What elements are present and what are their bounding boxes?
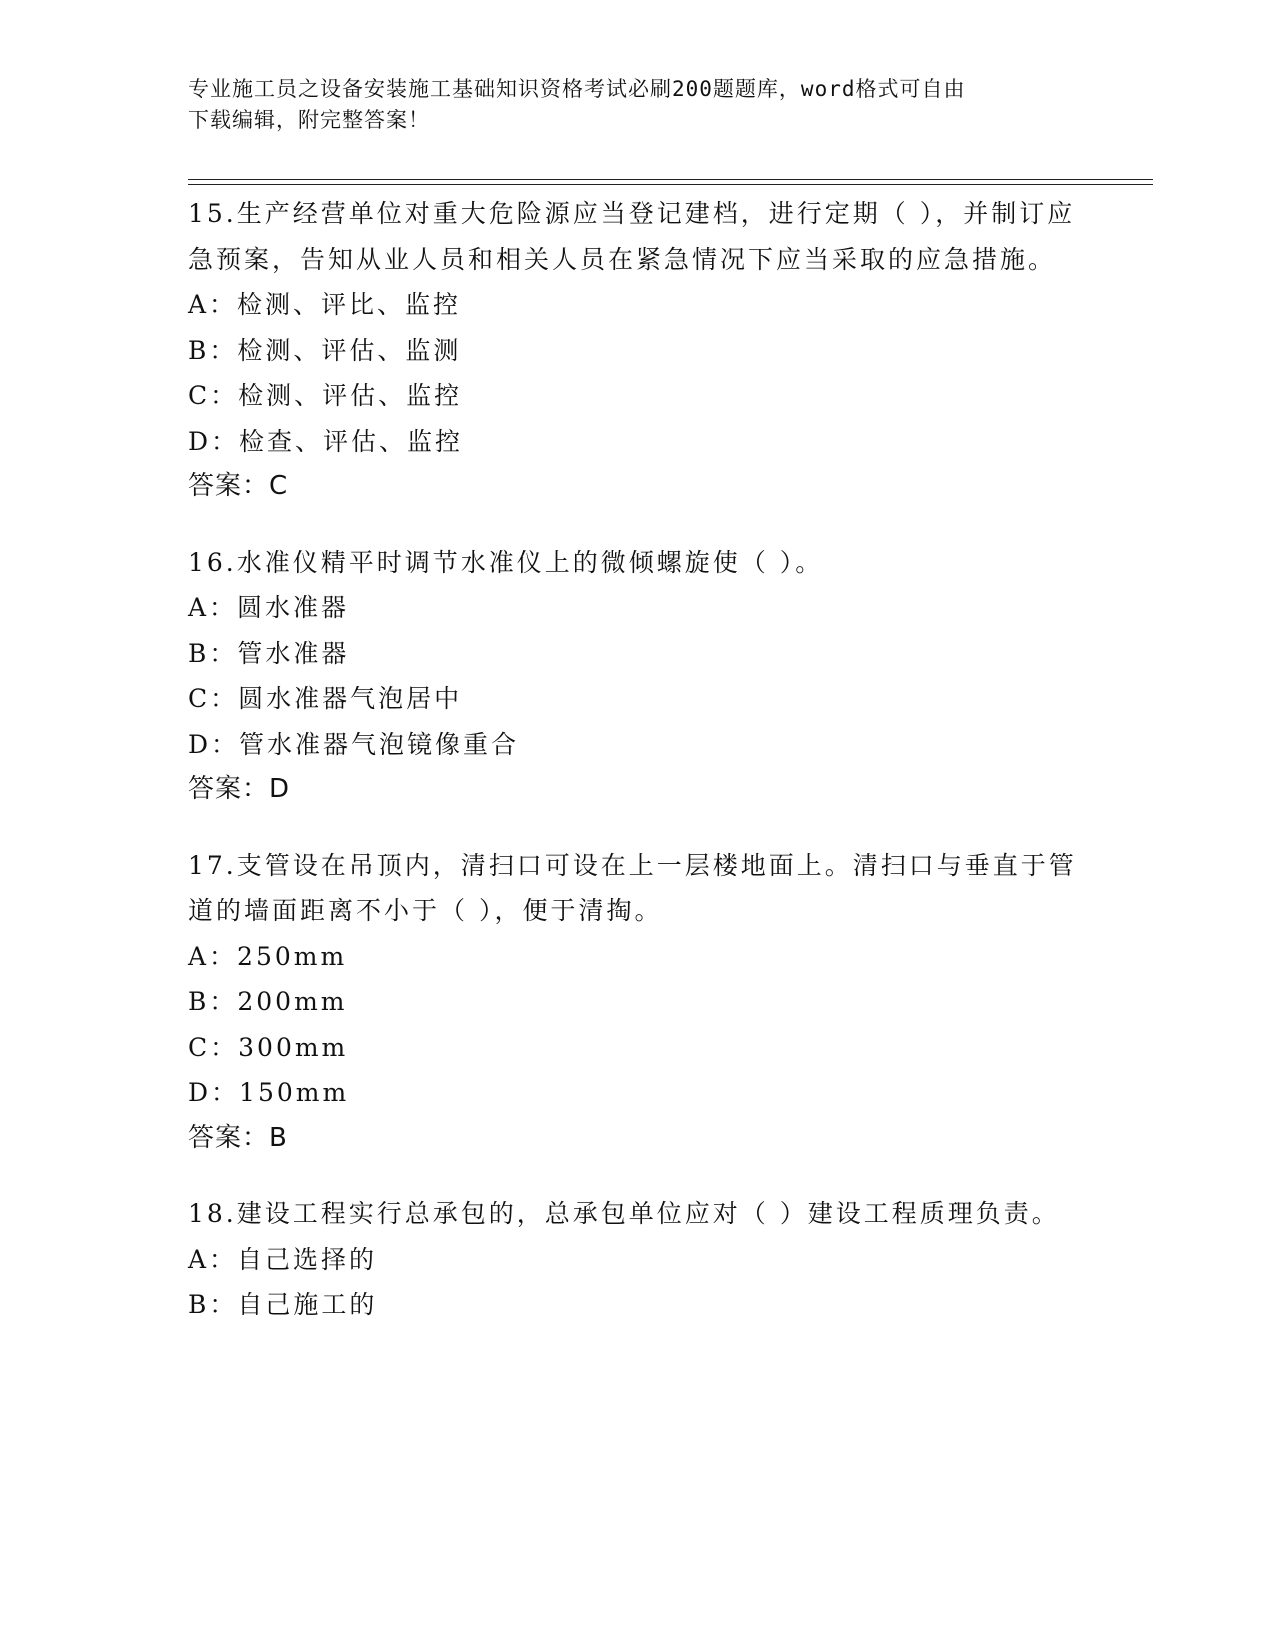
- option-c: C：圆水准器气泡居中: [188, 684, 463, 713]
- option-c: C：300mm: [188, 1032, 349, 1062]
- answer: 答案：D: [188, 774, 291, 804]
- option-a: A：圆水准器: [188, 593, 350, 622]
- document-header: [188, 74, 1088, 136]
- option-d: D：管水准器气泡镜像重合: [188, 729, 520, 759]
- header-line-1: 专业施工员之设备安装施工基础知识资格考试必刷200题题库，word格式可自由: [188, 77, 966, 101]
- question-16: [188, 540, 1088, 813]
- question-18: [188, 1191, 1088, 1328]
- option-d: D：150mm: [188, 1078, 350, 1107]
- header-line-2: 下载编辑，附完整答案！: [188, 108, 430, 132]
- header-divider-bottom: [188, 184, 1153, 185]
- question-17: [188, 843, 1088, 1162]
- question-list: [188, 191, 1088, 1358]
- question-stem: 15.生产经营单位对重大危险源应当登记建档，进行定期（ ），并制订应急预案，告知从业人员和相关人员在紧急情况下应当采取的应急措施。: [188, 199, 1076, 274]
- option-a: A：自己选择的: [188, 1244, 378, 1274]
- option-a: A：250mm: [188, 941, 348, 971]
- question-stem: 16.水准仪精平时调节水准仪上的微倾螺旋使（ ）。: [188, 547, 824, 577]
- option-b: B：自己施工的: [188, 1290, 378, 1319]
- header-divider-top: [188, 179, 1153, 180]
- question-stem: 18.建设工程实行总承包的，总承包单位应对（ ）建设工程质理负责。: [188, 1199, 1060, 1228]
- question-15: [188, 191, 1088, 510]
- question-stem: 17.支管设在吊顶内，清扫口可设在上一层楼地面上。清扫口与垂直于管道的墙面距离不小于（ ），便于清掏。: [188, 850, 1077, 925]
- option-c: C：检测、评估、监控: [188, 381, 463, 410]
- option-b: B：检测、评估、监测: [188, 335, 462, 365]
- option-b: B：管水准器: [188, 638, 350, 668]
- answer: 答案：C: [188, 471, 289, 501]
- option-b: B：200mm: [188, 987, 348, 1016]
- answer: 答案：B: [188, 1122, 288, 1153]
- option-d: D：检查、评估、监控: [188, 426, 464, 456]
- option-a: A：检测、评比、监控: [188, 290, 462, 319]
